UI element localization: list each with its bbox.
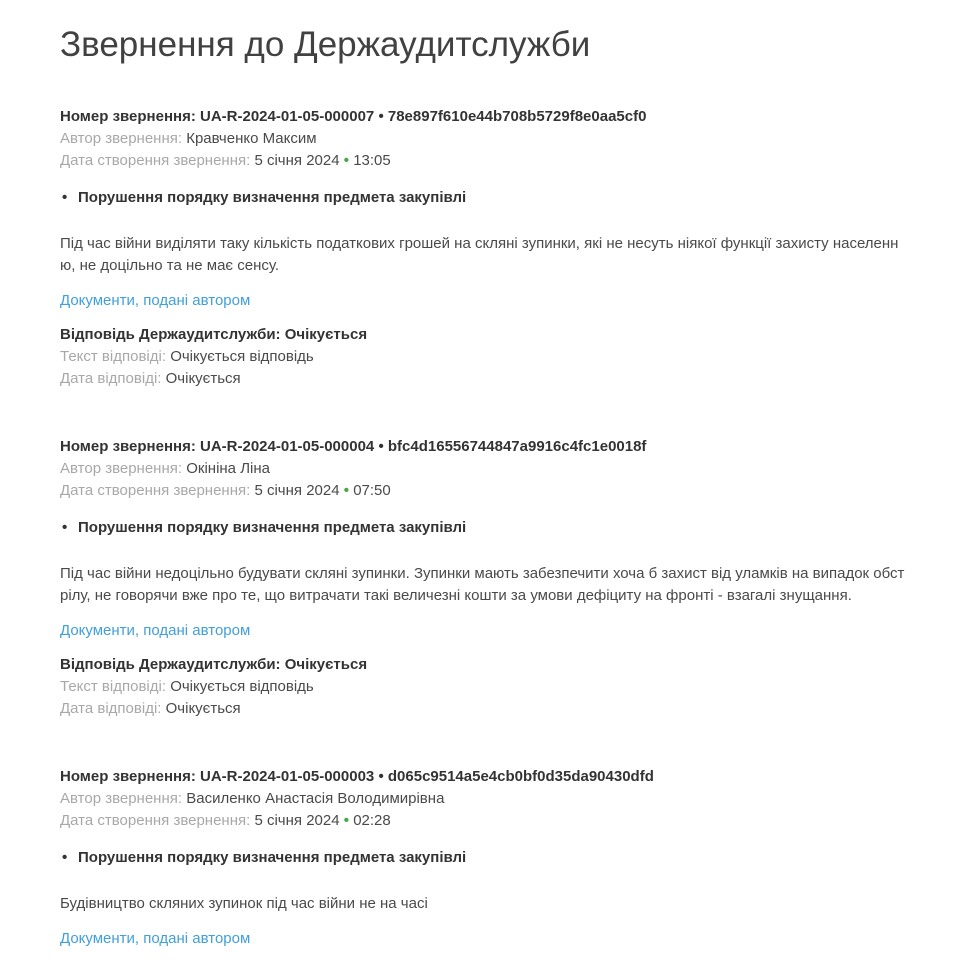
separator-dot-icon: • [378, 438, 384, 455]
appeal-created-line [60, 810, 905, 832]
date-separator-dot-icon: • [343, 482, 350, 499]
response-header-line [60, 324, 905, 346]
created-date-value: 5 січня 2024 [254, 482, 340, 499]
response-text-value: Очікується відповідь [170, 678, 314, 695]
appeal-number-line [60, 436, 905, 458]
appeal-number-line [60, 106, 905, 128]
author-value: Василенко Анастасія Володимирівна [186, 790, 445, 807]
response-text-label: Текст відповіді: [60, 348, 167, 365]
created-date-value: 5 січня 2024 [254, 812, 340, 829]
appeal-created-line [60, 480, 905, 502]
response-date-value: Очікується [165, 370, 241, 387]
documents-line [60, 928, 905, 950]
appeal-card [60, 436, 905, 720]
author-value: Кравченко Максим [186, 130, 317, 147]
separator-dot-icon: • [378, 108, 384, 125]
author-label: Автор звернення: [60, 130, 183, 147]
appeal-number-value: UA-R-2024-01-05-000007 [200, 108, 375, 125]
appeal-description: Під час війни виділяти таку кількість податкових грошей на скляні зупинки, які не несуть ніякої функції захисту населенню, не доцільно та не має сенсу. [60, 235, 899, 274]
response-text-line [60, 676, 905, 698]
response-section [60, 324, 905, 390]
documents-link[interactable]: Документи, подані автором [60, 622, 251, 639]
appeal-number-line [60, 766, 905, 788]
response-status: Очікується [284, 326, 368, 343]
page-title: Звернення до Держаудитслужби [60, 25, 591, 64]
response-text-label: Текст відповіді: [60, 678, 167, 695]
response-date-label: Дата відповіді: [60, 370, 162, 387]
author-value: Окініна Ліна [186, 460, 270, 477]
response-text-value: Очікується відповідь [170, 348, 314, 365]
appeal-created-line [60, 150, 905, 172]
created-time-value: 07:50 [353, 482, 391, 499]
appeal-hash: 78e897f610e44b708b5729f8e0aa5cf0 [387, 108, 647, 125]
appeal-number-value: UA-R-2024-01-05-000004 [200, 438, 375, 455]
separator-dot-icon: • [378, 768, 384, 785]
appeal-number-label: Номер звернення: [60, 768, 196, 785]
date-separator-dot-icon: • [343, 152, 350, 169]
violation-list [60, 187, 905, 209]
violation-list [60, 517, 905, 539]
response-header-line [60, 654, 905, 676]
response-header-label: Відповідь Держаудитслужби: [60, 656, 281, 673]
appeal-number-value: UA-R-2024-01-05-000003 [200, 768, 375, 785]
response-header-label: Відповідь Держаудитслужби: [60, 326, 281, 343]
created-label: Дата створення звернення: [60, 812, 251, 829]
appeal-number-label: Номер звернення: [60, 438, 196, 455]
appeal-description: Будівництво скляних зупинок під час війни не на часі [60, 895, 428, 912]
response-date-value: Очікується [165, 700, 241, 717]
created-label: Дата створення звернення: [60, 482, 251, 499]
response-date-label: Дата відповіді: [60, 700, 162, 717]
appeal-card [60, 106, 905, 390]
response-section [60, 654, 905, 720]
violation-item: • Порушення порядку визначення предмета закупівлі [60, 847, 905, 869]
violation-item: • Порушення порядку визначення предмета закупівлі [60, 187, 905, 209]
appeal-author-line [60, 788, 905, 810]
appeal-hash: bfc4d16556744847a9916c4fc1e0018f [387, 438, 647, 455]
appeal-author-line [60, 458, 905, 480]
created-label: Дата створення звернення: [60, 152, 251, 169]
violation-list [60, 847, 905, 869]
date-separator-dot-icon: • [343, 812, 350, 829]
created-time-value: 13:05 [353, 152, 391, 169]
documents-link[interactable]: Документи, подані автором [60, 930, 251, 947]
documents-line [60, 290, 905, 312]
author-label: Автор звернення: [60, 790, 183, 807]
appeal-card [60, 766, 905, 950]
response-status: Очікується [284, 656, 368, 673]
response-date-line [60, 368, 905, 390]
appeal-description: Під час війни недоцільно будувати скляні зупинки. Зупинки мають забезпечити хоча б захист від уламків на випадок обстрілу, не говорячи вже про те, що витрачати такі величезні кошти за умови дефіциту на фронті - взагалі знущання. [60, 565, 905, 604]
documents-link[interactable]: Документи, подані автором [60, 292, 251, 309]
violation-item: • Порушення порядку визначення предмета закупівлі [60, 517, 905, 539]
response-text-line [60, 346, 905, 368]
documents-line [60, 620, 905, 642]
created-date-value: 5 січня 2024 [254, 152, 340, 169]
appeal-hash: d065c9514a5e4cb0bf0d35da90430dfd [387, 768, 654, 785]
response-date-line [60, 698, 905, 720]
created-time-value: 02:28 [353, 812, 391, 829]
appeal-number-label: Номер звернення: [60, 108, 196, 125]
author-label: Автор звернення: [60, 460, 183, 477]
appeal-author-line [60, 128, 905, 150]
